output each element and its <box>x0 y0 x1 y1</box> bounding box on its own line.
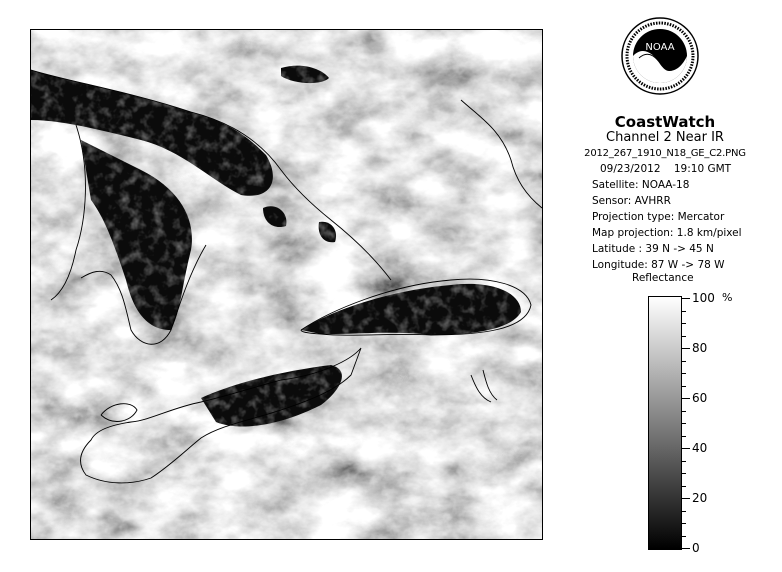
colorbar-tick <box>682 386 686 387</box>
colorbar-tick <box>682 298 690 299</box>
colorbar-tick <box>682 373 686 374</box>
colorbar-tick <box>682 398 690 399</box>
satellite-image <box>30 29 543 540</box>
colorbar-tick <box>682 323 686 324</box>
colorbar-tick-label: 40 <box>692 441 708 455</box>
longitude-range: Longitude: 87 W -> 78 W <box>592 259 725 271</box>
latitude-range: Latitude : 39 N -> 45 N <box>592 243 714 255</box>
noaa-logo <box>620 16 700 110</box>
brand-title: CoastWatch <box>614 113 716 131</box>
colorbar-tick <box>682 486 686 487</box>
colorbar-tick <box>682 461 686 462</box>
colorbar-tick <box>682 511 686 512</box>
noaa-seal-icon <box>620 16 700 110</box>
colorbar-tick <box>682 473 686 474</box>
colorbar-tick-label: 60 <box>692 391 708 405</box>
file-name: 2012_267_1910_N18_GE_C2.PNG <box>584 148 746 159</box>
colorbar-tick <box>682 523 686 524</box>
colorbar-tick <box>682 548 690 549</box>
colorbar-tick <box>682 411 686 412</box>
satellite-imagery-svg <box>31 30 542 539</box>
satellite-label: Satellite: NOAA-18 <box>592 179 690 191</box>
channel-label: Channel 2 Near IR <box>606 130 724 145</box>
logo-center-text: NOAA <box>645 42 675 53</box>
sensor-label: Sensor: AVHRR <box>592 195 671 207</box>
reflectance-colorbar <box>648 296 682 550</box>
colorbar-tick-label: 20 <box>692 491 708 505</box>
map-projection: Map projection: 1.8 km/pixel <box>592 227 742 239</box>
colorbar-tick <box>682 436 686 437</box>
date-time: 09/23/2012 19:10 GMT <box>600 163 732 175</box>
scale-title: Reflectance <box>632 272 694 284</box>
projection-type: Projection type: Mercator <box>592 211 725 223</box>
cloud-speckle <box>31 30 542 539</box>
colorbar-tick <box>682 348 690 349</box>
colorbar-tick <box>682 448 690 449</box>
colorbar-tick <box>682 336 686 337</box>
colorbar-tick <box>682 423 686 424</box>
colorbar-tick-label: 100 <box>692 291 715 305</box>
colorbar-tick <box>682 498 690 499</box>
colorbar-tick-label: 0 <box>692 541 700 555</box>
colorbar-tick-label: 80 <box>692 341 708 355</box>
scale-unit: % <box>722 291 733 304</box>
colorbar-tick <box>682 361 686 362</box>
colorbar-tick <box>682 536 686 537</box>
colorbar-tick <box>682 311 686 312</box>
